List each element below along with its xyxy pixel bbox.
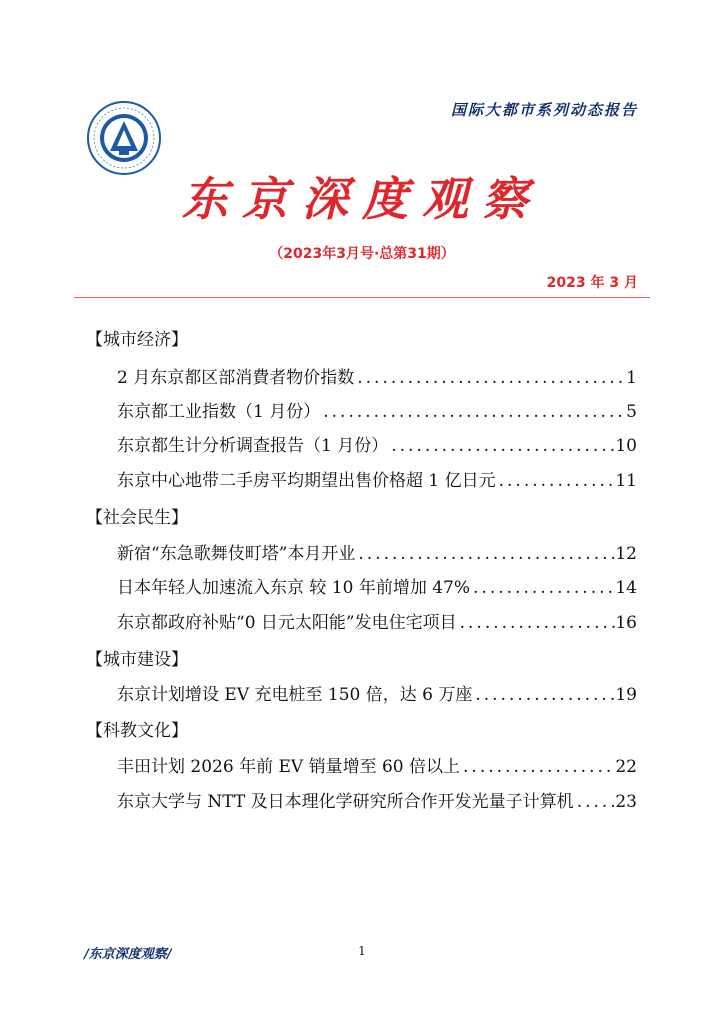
footer-publication-name: /东京深度观察/ [84, 947, 172, 962]
toc-entry-page: 5 [626, 402, 637, 422]
toc-entry-title: 东京中心地带二手房平均期望出售价格超 1 亿日元 [117, 471, 496, 491]
toc-entry-title: 丰田计划 2026 年前 EV 销量增至 60 倍以上 [117, 757, 461, 777]
toc-entry-page: 11 [615, 471, 637, 491]
toc-entry[interactable] [117, 368, 637, 388]
toc-entry-page: 23 [615, 792, 637, 812]
toc-entry-page: 1 [626, 368, 637, 388]
toc-entry[interactable] [117, 402, 637, 422]
toc-entry-title: 东京都生计分析调查报告（1 月份） [117, 436, 389, 456]
toc-entry[interactable] [117, 578, 637, 598]
toc-entry-page: 14 [615, 578, 637, 598]
toc-leader [470, 578, 615, 598]
header-divider [74, 297, 650, 298]
toc-entry[interactable] [117, 471, 637, 491]
toc-leader [472, 685, 615, 705]
toc-entry[interactable] [117, 757, 637, 777]
toc-entry-page: 19 [615, 685, 637, 705]
toc-entry[interactable] [117, 544, 637, 564]
toc-entry[interactable] [117, 792, 637, 812]
toc-leader [457, 613, 616, 633]
toc-entry[interactable] [117, 436, 637, 456]
toc-entry-title: 2 月东京都区部消費者物价指数 [117, 368, 355, 388]
publication-date: 2023 年 3 月 [546, 275, 638, 291]
toc-section-education-culture: 【科教文化】 [86, 721, 188, 741]
toc-leader [320, 402, 626, 422]
toc-entry-page: 10 [615, 436, 637, 456]
toc-entry-title: 东京都工业指数（1 月份） [117, 402, 321, 422]
toc-entry[interactable] [117, 685, 637, 705]
toc-leader [388, 436, 615, 456]
toc-entry[interactable] [117, 613, 637, 633]
toc-entry-page: 22 [615, 757, 637, 777]
toc-entry-title: 东京计划增设 EV 充电桩至 150 倍，达 6 万座 [117, 685, 473, 705]
toc-leader [460, 757, 615, 777]
toc-section-economy: 【城市经济】 [86, 330, 188, 350]
toc-section-construction: 【城市建设】 [86, 650, 188, 670]
toc-entry-page: 12 [615, 544, 637, 564]
toc-section-society: 【社会民生】 [86, 508, 188, 528]
page-number: 1 [358, 944, 366, 958]
toc-entry-title: 东京都政府补贴“0 日元太阳能”发电住宅项目 [117, 613, 457, 633]
toc-leader [496, 471, 616, 491]
toc-entry-title: 日本年轻人加速流入东京 较 10 年前增加 47% [117, 578, 471, 598]
toc-entry-title: 东京大学与 NTT 及日本理化学研究所合作开发光量子计算机 [117, 792, 574, 812]
toc-leader [354, 368, 626, 388]
toc-entry-page: 16 [615, 613, 637, 633]
toc-entry-title: 新宿“东急歌舞伎町塔”本月开业 [117, 544, 356, 564]
toc-leader [355, 544, 615, 564]
toc-leader [574, 792, 616, 812]
series-title: 国际大都市系列动态报告 [450, 101, 638, 119]
issue-number: （2023年3月号·总第31期） [269, 246, 455, 262]
page-title: 东京深度观察 [182, 172, 542, 226]
